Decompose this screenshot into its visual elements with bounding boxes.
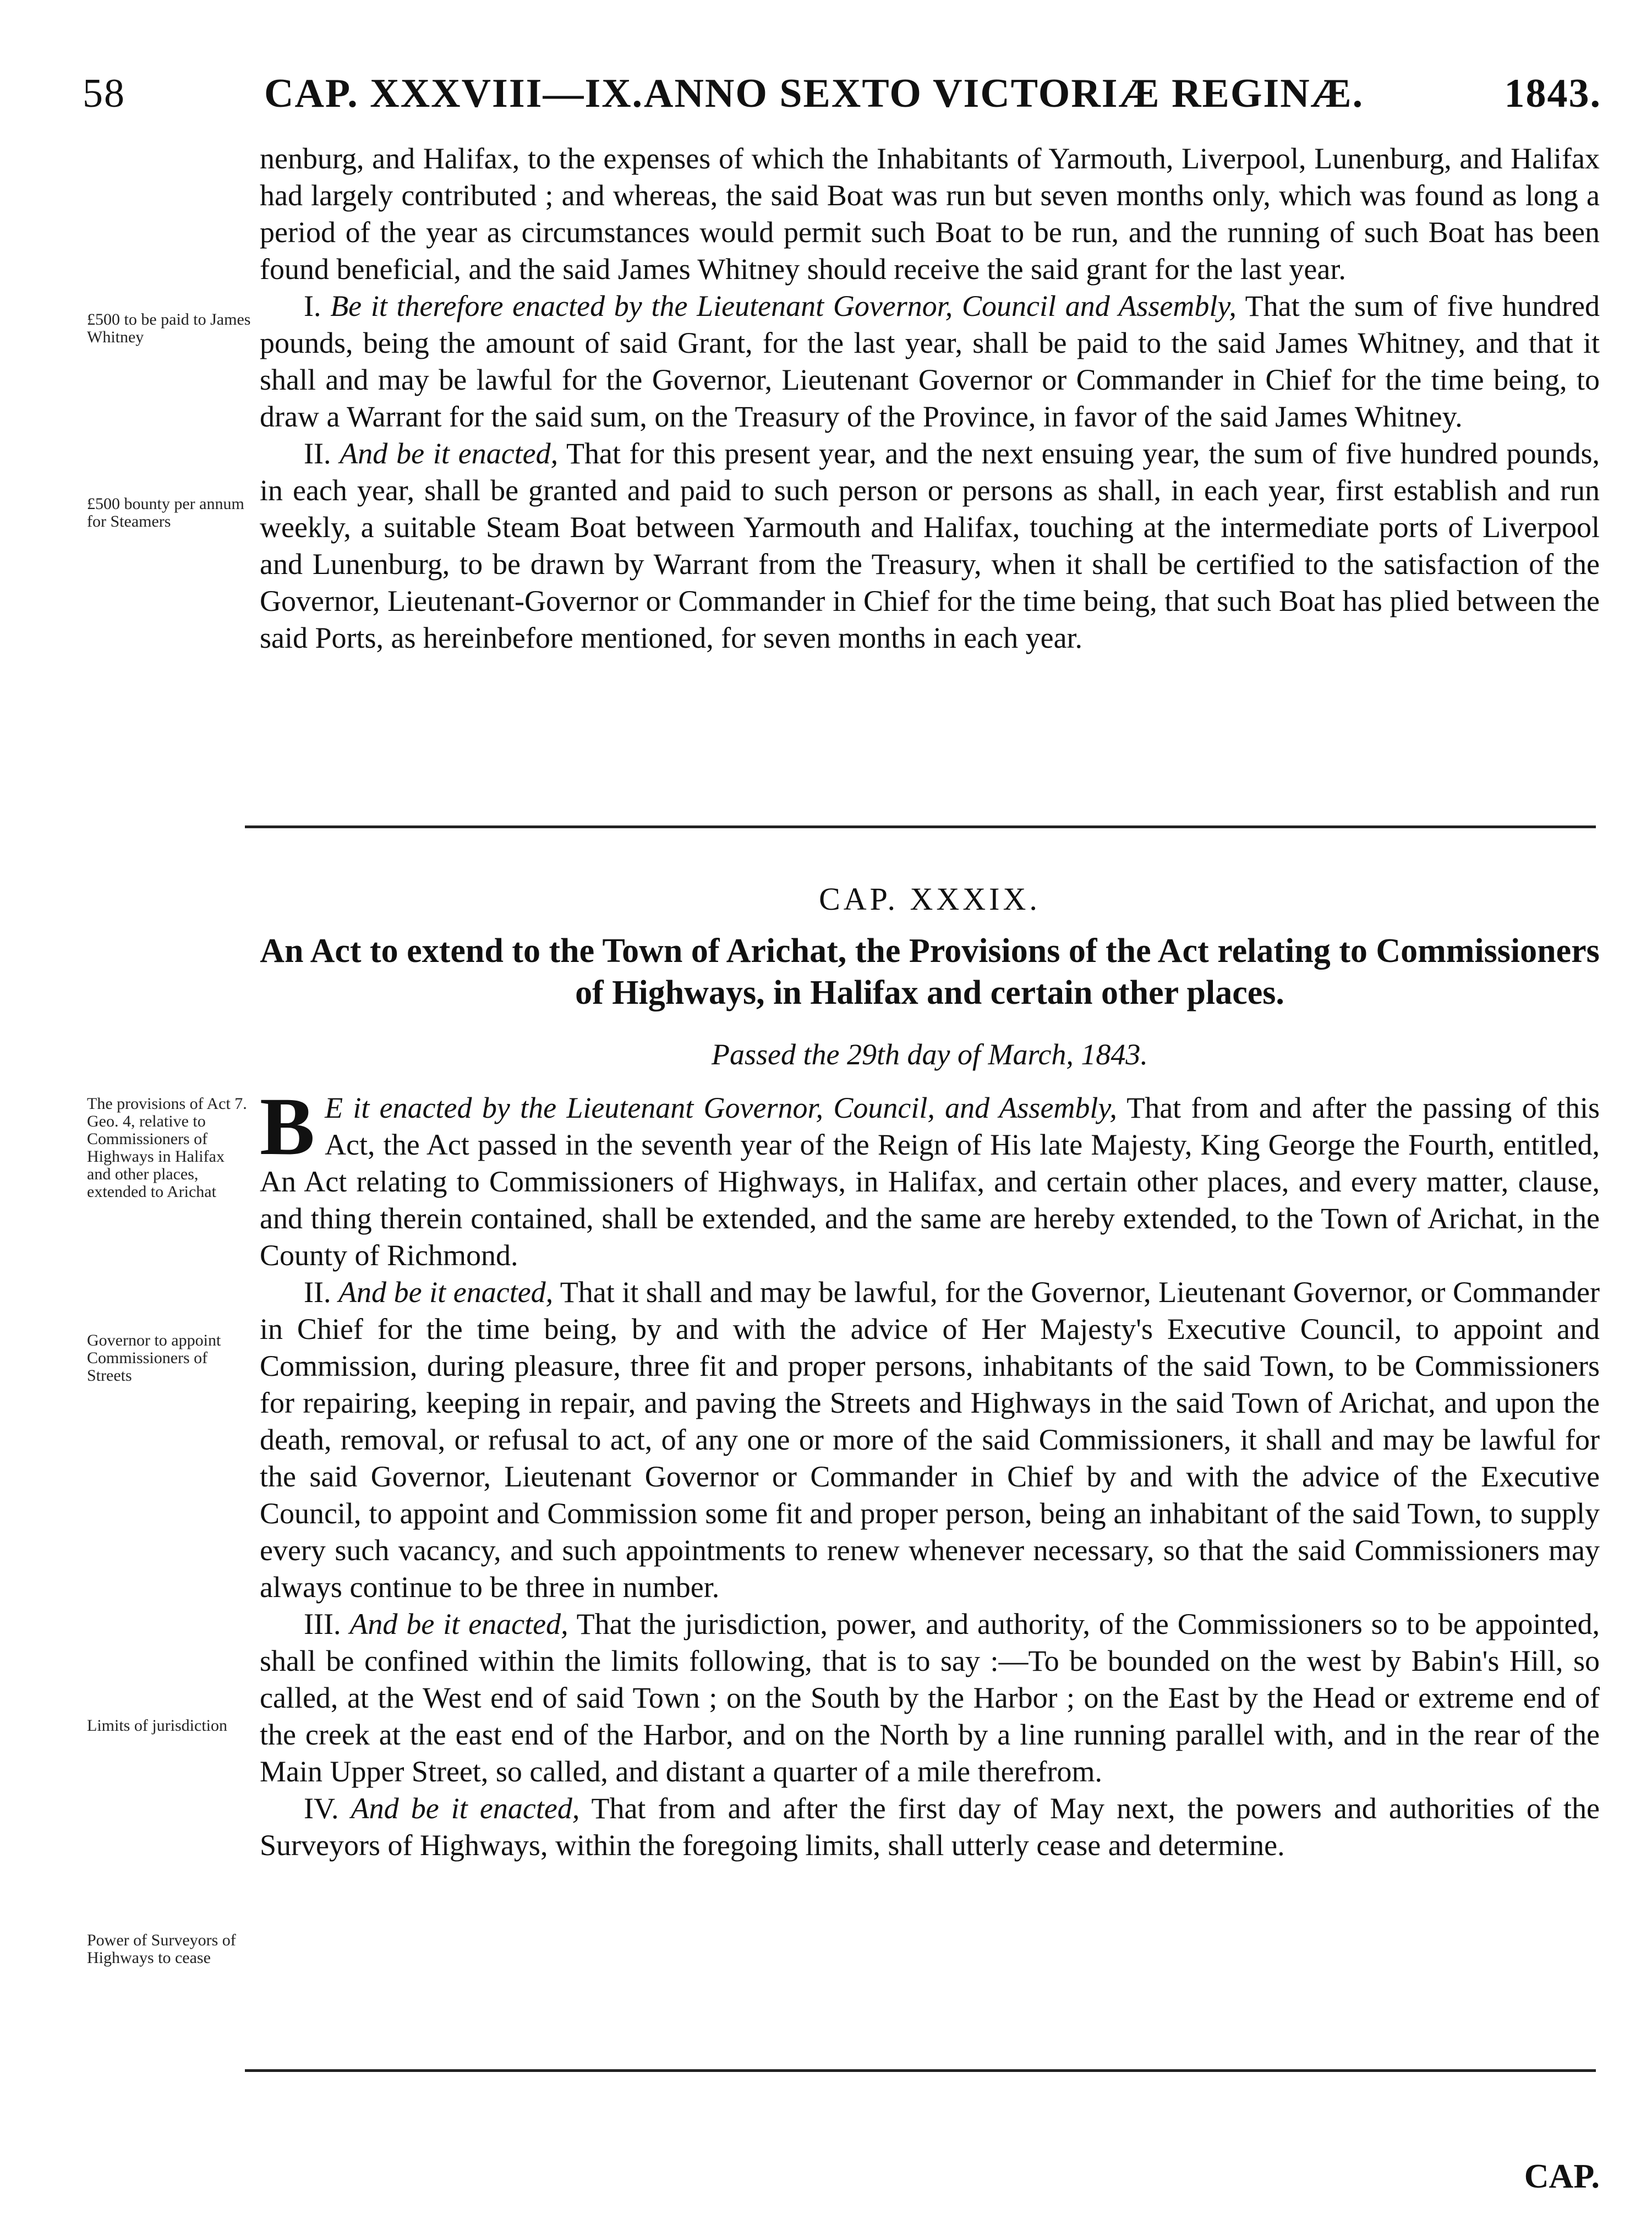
chapter-number: CAP. XXXIX. — [819, 881, 1041, 917]
margin-note: Governor to appoint Commissioners of Streets — [87, 1331, 221, 1385]
act-title: An Act to extend to the Town of Arichat, the Provisions of the Act relating to Commissioners of Highways, in Halifax and certain other places. — [260, 932, 1600, 1011]
cap39-section-1 — [260, 1081, 1600, 1274]
section-text: That the sum of five hundred pounds, being the amount of said Grant, for the last year, shall be paid to the said James Whitney, and that it shall and may be lawful for the Governor, Lieutenant Governor or Commander in Chief for the time being, to draw a Warrant for the said sum, on the Treasury of the Province, in favor of the said James Whitney. — [260, 289, 1600, 433]
section-number: II. — [304, 437, 331, 470]
enacting-clause: And be it enacted, — [351, 1792, 580, 1825]
enacting-clause: And be it enacted, — [340, 437, 559, 470]
section-divider — [245, 825, 1596, 828]
end-rule — [245, 2069, 1596, 2072]
enacting-clause: And be it enacted, — [349, 1607, 568, 1641]
catchword: CAP. — [1524, 2158, 1600, 2195]
drop-cap: B — [260, 1081, 315, 1172]
cap-39-body — [260, 1081, 1600, 1864]
preamble-text: nenburg, and Halifax, to the expenses of which the Inhabitants of Yarmouth, Liverpool, Lunenburg, and Halifax had largely contributed ; and whereas, the said Boat was run but seven months only, which was found as long a period of the year as circumstances would permit such Boat to be run, and the running of such Boat has been found beneficial, and the said James Whitney should receive the said grant for the last year. — [260, 142, 1600, 286]
page-number: 58 — [83, 71, 125, 116]
chapter-range: CAP. XXXVIII—IX. — [264, 71, 644, 116]
cap39-section-4 — [260, 1790, 1600, 1864]
cap39-section-2 — [260, 1274, 1600, 1606]
regnal-year-heading: ANNO SEXTO VICTORIÆ REGINÆ. — [644, 71, 1364, 116]
enacting-clause: E it enacted by the Lieutenant Governor, Council, and Assembly, — [325, 1091, 1117, 1124]
section-number: IV. — [304, 1792, 339, 1825]
cap-38-continuation — [260, 140, 1600, 657]
section-number: II. — [304, 1276, 331, 1309]
section-number: I. — [304, 289, 321, 322]
section-text: That it shall and may be lawful, for the Governor, Lieutenant Governor, or Commander in Chief for the time being, by and with the advice of Her Majesty's Executive Council, to appoint and Commission, during pleasure, three fit and proper persons, inhabitants of the said Town, to be Commissioners for repairing, keeping in repair, and paving the Streets and Highways in the said Town of Arichat, and upon the death, removal, or refusal to act, of any one or more of the said Commissioners, it shall and may be lawful for the said Governor, Lieutenant Governor or Commander in Chief by and with the advice of the Executive Council, to appoint and Commission some fit and proper person, being an inhabitant of the said Town, to supply every such vacancy, and such appointments to renew whenever necessary, so that the said Commissioners may always continue to be three in number. — [260, 1276, 1600, 1604]
section-number: III. — [304, 1607, 341, 1641]
passed-date: Passed the 29th day of March, 1843. — [712, 1038, 1148, 1071]
margin-note: The provisions of Act 7. Geo. 4, relative to Commissioners of Highways in Halifax and other places, extended to Arichat — [87, 1095, 247, 1201]
section-text: That from and after the passing of this Act, the Act passed in the seventh year of the Reign of His late Majesty, King George the Fourth, entitled, An Act relating to Commissioners of Highways, in Halifax, and certain other places, and every matter, clause, and thing therein contained, shall be extended, and the same are hereby extended, to the Town of Arichat, in the County of Richmond. — [260, 1091, 1600, 1272]
cap38-section-1 — [260, 288, 1600, 435]
cap38-section-2 — [260, 435, 1600, 657]
section-text: That for this present year, and the next ensuing year, the sum of five hundred pounds, in each year, shall be granted and paid to such person or persons as shall, in each year, first establish and run weekly, a suitable Steam Boat between Yarmouth and Halifax, touching at the intermediate ports of Liverpool and Lunenburg, to be drawn by Warrant from the Treasury, when it shall be certified to the satisfaction of the Governor, Lieutenant-Governor or Commander in Chief for the time being, that such Boat has plied between the said Ports, as hereinbefore mentioned, for seven months in each year. — [260, 437, 1600, 654]
enacting-clause: Be it therefore enacted by the Lieutenant Governor, Council and Assembly, — [330, 289, 1237, 322]
margin-note: £500 to be paid to James Whitney — [87, 310, 251, 346]
section-text: That from and after the first day of May next, the powers and authorities of the Surveyors of Highways, within the foregoing limits, shall utterly cease and determine. — [260, 1792, 1600, 1862]
running-header — [83, 66, 1601, 121]
enacting-clause: And be it enacted, — [338, 1276, 554, 1309]
margin-note: Power of Surveyors of Highways to cease — [87, 1931, 236, 1967]
header-year: 1843. — [1504, 71, 1601, 116]
cap39-section-3 — [260, 1606, 1600, 1790]
margin-note: Limits of jurisdiction — [87, 1716, 227, 1735]
margin-note: £500 bounty per annum for Steamers — [87, 495, 244, 531]
section-text: That the jurisdiction, power, and authority, of the Commissioners so to be appointed, shall be confined within the limits following, that is to say :—To be bounded on the west by Babin's Hill, so called, at the West end of said Town ; on the South by the Harbor ; on the East by the Head or extreme end of the creek at the east end of the Harbor, and on the North by a line running parallel with, and in the rear of the Main Upper Street, so called, and distant a quarter of a mile therefrom. — [260, 1607, 1600, 1788]
